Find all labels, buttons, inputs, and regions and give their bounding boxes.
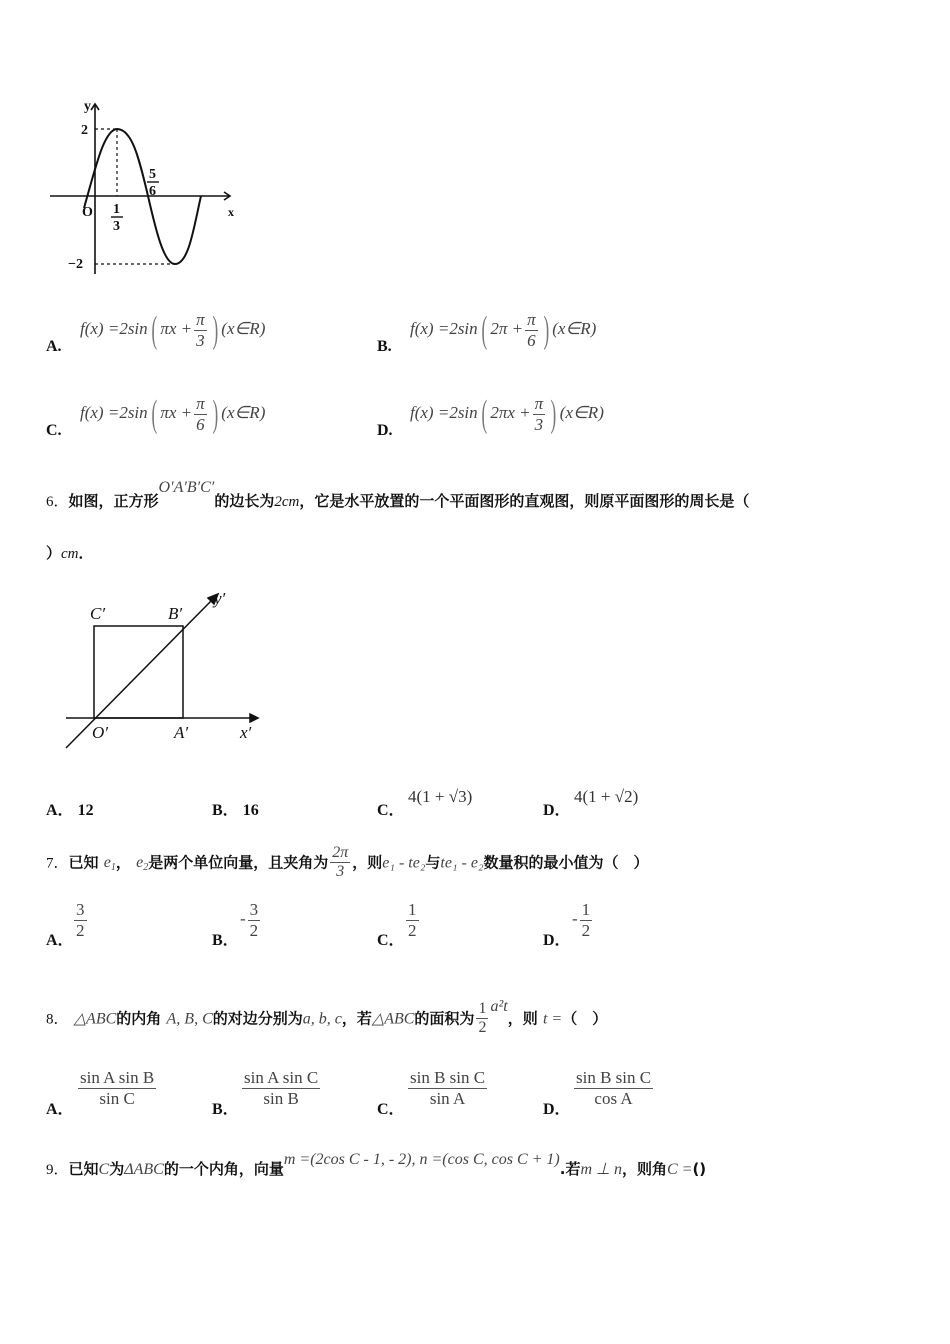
x-zero-numerator: 5 [149,167,156,182]
q9-vectors: m =(2cos C - 1, - 2), n =(cos C, cos C + 1) [283,1151,560,1168]
q6-text: ） [46,544,62,562]
q7-text: ，则 [352,853,383,872]
q6-text: 的边长为 [214,492,275,510]
q8-sides: a, b, c [302,1010,342,1028]
option-label: B. [377,338,392,355]
q9-triangle: ΔABC [124,1161,164,1178]
formula-inner: πx + [160,402,193,422]
q9-perp: m ⊥ n [580,1161,622,1178]
q7-stem [46,844,649,882]
option-label: A． [46,802,74,819]
option-label: C. [46,422,62,439]
q9-text: 的一个内角，向量 [163,1160,284,1178]
q9-stem [46,1151,707,1179]
q8-t-expr: t = [542,1010,563,1028]
option-value: 16 [242,802,259,819]
q8-stem [46,1000,607,1038]
formula-tail: (x∈R) [552,318,597,338]
y-prime-axis [66,600,212,748]
formula-lhs: f(x) =2sin [410,402,478,422]
y-max-label: 2 [81,123,88,138]
formula-tail: (x∈R) [559,402,604,422]
label-b: B′ [168,604,183,623]
q6-stem-line2 [46,542,94,563]
option-label: C． [377,1101,405,1118]
option-label: D． [543,802,571,819]
option-label: D． [543,932,571,949]
q9-text: ，则角 [621,1160,667,1178]
q7-option-b-value: - $\frac{3}{2}$ [240,900,259,940]
q7-text: 数量积的最小值为（ ） [483,853,649,872]
label-y: y′ [214,589,226,608]
q5-option-d-formula: f(x) =2sin( 2πx + $\frac{\pi}{3}$ ) (x∈R) [410,393,604,436]
x-tick-denominator: 3 [113,219,120,234]
q6-text: ． [78,544,94,562]
option-value: 12 [77,802,94,819]
q7-angle-fraction: $\frac{2\pi}{3}$ [332,844,349,881]
q7-option-d-value: - $\frac{1}{2}$ [572,900,591,940]
q7-option-d[interactable] [543,927,571,950]
square [94,626,183,718]
formula-inner: πx + [160,318,193,338]
q8-triangle: △ABC [371,1010,415,1028]
question-number: 9． [46,1162,69,1178]
label-x: x′ [240,723,252,742]
label-o: O′ [92,723,108,742]
x-axis-arrow [250,714,258,722]
frac-den: 3 [196,330,205,350]
origin-label: O [82,205,93,220]
q6-stem-line1 [46,479,750,511]
formula-inner: 2πx + [490,402,531,422]
q8-text: 的面积为 [414,1009,475,1028]
q7-text: 与 [425,853,441,872]
x-zero-denominator: 6 [149,184,156,199]
frac-den: 6 [527,330,536,350]
option-label: A． [46,1101,74,1118]
q5-option-d[interactable] [377,420,393,440]
option-label: D. [377,422,393,439]
q8-text: 的对边分别为 [212,1009,303,1028]
q8-option-c[interactable] [377,1096,405,1119]
q8-option-d[interactable] [543,1096,571,1119]
q9-text: .若 [559,1160,581,1178]
q9-c: C [98,1161,110,1178]
option-label: C． [377,932,405,949]
option-label: A. [46,338,62,355]
q8-text: ，则 [507,1009,538,1028]
q8-triangle: △ABC [73,1010,117,1028]
oblique-square-figure [60,586,270,756]
q7-option-c[interactable] [377,927,405,950]
formula-tail: (x∈R) [221,318,266,338]
q6-option-a[interactable] [46,797,94,820]
q7-option-c-value: $\frac{1}{2}$ [408,900,417,940]
formula-lhs: f(x) =2sin [410,318,478,338]
q5-option-b-formula: f(x) =2sin( 2π + $\frac{\pi}{6}$ ) (x∈R) [410,309,597,352]
q7-option-b[interactable] [212,927,239,950]
q7-e2: $e_2$ [136,854,149,874]
q8-option-a-value: $\frac{\text{sin A sin B}}{\text{sin C}}$ [80,1068,155,1108]
formula-inner: 2π + [490,318,524,338]
q8-text: 的内角 [116,1009,162,1028]
q6-shape: O′A′B′C′ [158,479,215,496]
q5-option-b[interactable] [377,336,392,356]
q6-option-c-value: 4(1 + √3) [408,787,473,806]
q7-text: 已知 [68,853,99,872]
option-label: B． [212,802,239,819]
sine-graph-figure [44,96,244,278]
label-c: C′ [90,604,106,623]
x-tick-numerator: 1 [113,202,120,217]
option-label: C． [377,802,405,819]
question-number: 6． [46,494,69,510]
formula-lhs: f(x) =2sin [80,318,148,338]
q7-expr1: e₁ - te₂ [382,854,426,872]
q6-option-c[interactable] [377,797,405,820]
x-axis-label: x [228,205,234,219]
formula-tail: (x∈R) [221,402,266,422]
q8-option-a[interactable] [46,1096,74,1119]
frac-num: π [534,394,544,413]
q6-option-b[interactable] [212,797,259,820]
option-label: B． [212,1101,239,1118]
q9-c-expr: C = [666,1161,693,1178]
frac-num: π [196,394,205,413]
q6-length: 2cm [274,494,300,510]
frac-den: 3 [534,414,544,434]
frac-num: π [527,310,536,329]
q5-option-c[interactable] [46,420,62,440]
q7-option-a-value: $\frac{3}{2}$ [76,900,85,940]
q5-option-a[interactable] [46,336,62,356]
label-a: A′ [174,723,189,742]
q9-text: 已知 [68,1160,99,1178]
q8-area-tail: a²t [490,998,508,1016]
q7-option-a[interactable] [46,927,74,950]
frac-num: π [196,310,205,329]
q9-text: () [692,1160,707,1178]
formula-lhs: f(x) =2sin [80,402,148,422]
q6-text: 如图，正方形 [68,492,159,510]
option-label: B． [212,932,239,949]
q6-unit: cm [61,546,79,562]
q7-expr2: te₁ - e₂ [440,854,484,872]
q8-text: （ ） [562,1009,608,1028]
q8-option-b-value: $\frac{\text{sin A sin C}}{\text{sin B}}$ [244,1068,319,1108]
q8-area-fraction: $\frac{1}{2}$ [478,1000,487,1037]
q5-option-c-formula: f(x) =2sin( πx + $\frac{\pi}{6}$ ) (x∈R) [80,393,266,436]
q9-text: 为 [109,1160,125,1178]
question-number: 7． [46,855,69,872]
q6-text: ，它是水平放置的一个平面图形的直观图，则原平面图形的周长是（ [299,492,750,510]
q8-option-b[interactable] [212,1096,239,1119]
q6-option-d[interactable] [543,797,571,820]
q7-text: ， [115,853,131,872]
option-label: A． [46,932,74,949]
y-min-label: −2 [68,257,83,272]
q7-text: 是两个单位向量，且夹角为 [148,853,329,872]
q8-option-c-value: $\frac{\text{sin B sin C}}{\text{sin A}}$ [410,1068,486,1108]
q8-option-d-value: $\frac{\text{sin B sin C}}{\text{cos A}}$ [576,1068,652,1108]
q6-option-d-value: 4(1 + √2) [574,787,639,806]
frac-den: 6 [196,414,205,434]
y-axis-label: y [84,99,91,114]
q7-e1: $e_1$ [103,854,116,874]
q8-text: ，若 [341,1009,372,1028]
q8-angles: A, B, C [166,1010,213,1028]
option-label: D． [543,1101,571,1118]
question-number: 8． [46,1011,69,1028]
q5-option-a-formula: f(x) =2sin( πx + $\frac{\pi}{3}$ ) (x∈R) [80,309,266,352]
